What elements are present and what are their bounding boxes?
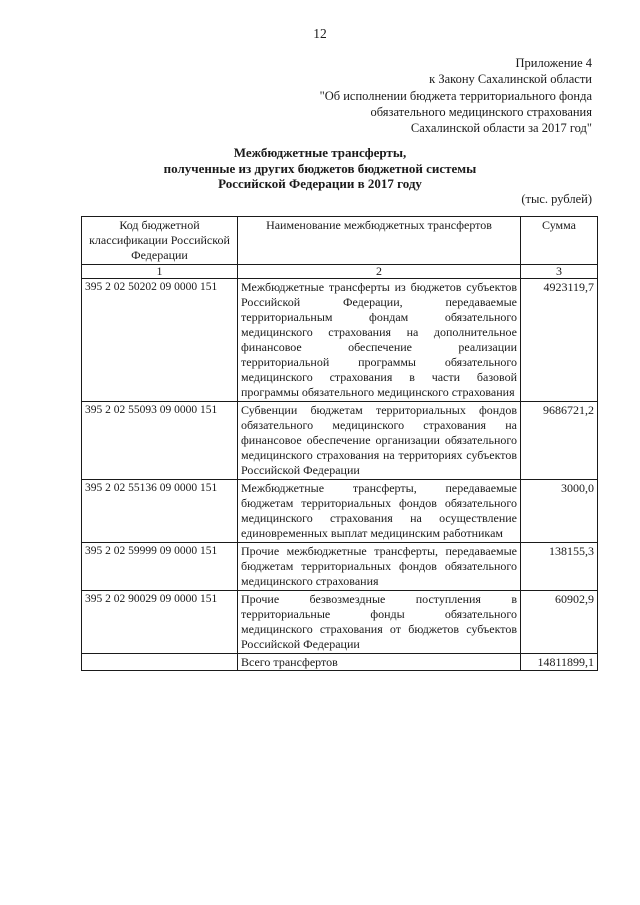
- table-row: [82, 480, 598, 543]
- table-row: [82, 402, 598, 480]
- table-header-row: [82, 217, 598, 265]
- row-code: 395 2 02 55136 09 0000 151: [82, 480, 238, 543]
- row-name: Межбюджетные трансферты из бюджетов субъектов Российской Федерации, передаваемые территориальным фондам обязательного медицинского страхования на дополнительное финансовое обеспечение реализации территориальной программы обязательного медицинского страхования в части базовой программы обязательного медицинского страхования: [238, 279, 521, 402]
- row-name: Прочие безвозмездные поступления в территориальные фонды обязательного медицинского страхования от бюджетов субъектов Российской Федерации: [238, 591, 521, 654]
- title-line: полученные из других бюджетов бюджетной системы: [163, 160, 477, 176]
- units-label: (тыс. рублей): [521, 192, 592, 206]
- row-code: 395 2 02 90029 09 0000 151: [82, 591, 238, 654]
- column-number: 1: [82, 265, 238, 279]
- page-number: 12: [313, 26, 327, 41]
- row-name: Межбюджетные трансферты, передаваемые бюджетам территориальных фондов обязательного медицинского страхования на осуществление единовременных выплат медицинским работникам: [238, 480, 521, 543]
- header-sum: Сумма: [521, 217, 598, 265]
- row-sum: 3000,0: [521, 480, 598, 543]
- row-code: 395 2 02 55093 09 0000 151: [82, 402, 238, 480]
- column-number: 3: [521, 265, 598, 279]
- appendix-reference: [272, 55, 592, 136]
- appendix-line: Сахалинской области за 2017 год": [410, 121, 592, 136]
- row-sum: 9686721,2: [521, 402, 598, 480]
- appendix-line: к Закону Сахалинской области: [429, 72, 592, 87]
- appendix-line: "Об исполнении бюджета территориального фонда: [319, 88, 592, 103]
- row-code: 395 2 02 50202 09 0000 151: [82, 279, 238, 402]
- row-name: Субвенции бюджетам территориальных фондов обязательного медицинского страхования на финансовое обеспечение организации обязательного медицинского страхования на территориях субъектов Российской Федерации: [238, 402, 521, 480]
- document-title: [0, 145, 640, 192]
- total-sum: 14811899,1: [521, 654, 598, 671]
- total-empty-cell: [82, 654, 238, 671]
- total-row: [82, 654, 598, 671]
- total-label: Всего трансфертов: [238, 654, 521, 671]
- column-number: 2: [238, 265, 521, 279]
- table-row: [82, 591, 598, 654]
- row-sum: 4923119,7: [521, 279, 598, 402]
- row-name: Прочие межбюджетные трансферты, передаваемые бюджетам территориальных фондов обязательного медицинского страхования: [238, 543, 521, 591]
- title-line: Российской Федерации в 2017 году: [218, 176, 422, 191]
- appendix-line: обязательного медицинского страхования: [370, 104, 592, 119]
- transfers-table: [81, 216, 598, 671]
- row-code: 395 2 02 59999 09 0000 151: [82, 543, 238, 591]
- header-name: Наименование межбюджетных трансфертов: [238, 217, 521, 265]
- table-row: [82, 279, 598, 402]
- title-line: Межбюджетные трансферты,: [233, 145, 407, 160]
- row-sum: 60902,9: [521, 591, 598, 654]
- header-code: Код бюджетной классификации Российской Федерации: [82, 217, 238, 265]
- table-row: [82, 543, 598, 591]
- row-sum: 138155,3: [521, 543, 598, 591]
- column-number-row: [82, 265, 598, 279]
- appendix-line: Приложение 4: [515, 56, 592, 70]
